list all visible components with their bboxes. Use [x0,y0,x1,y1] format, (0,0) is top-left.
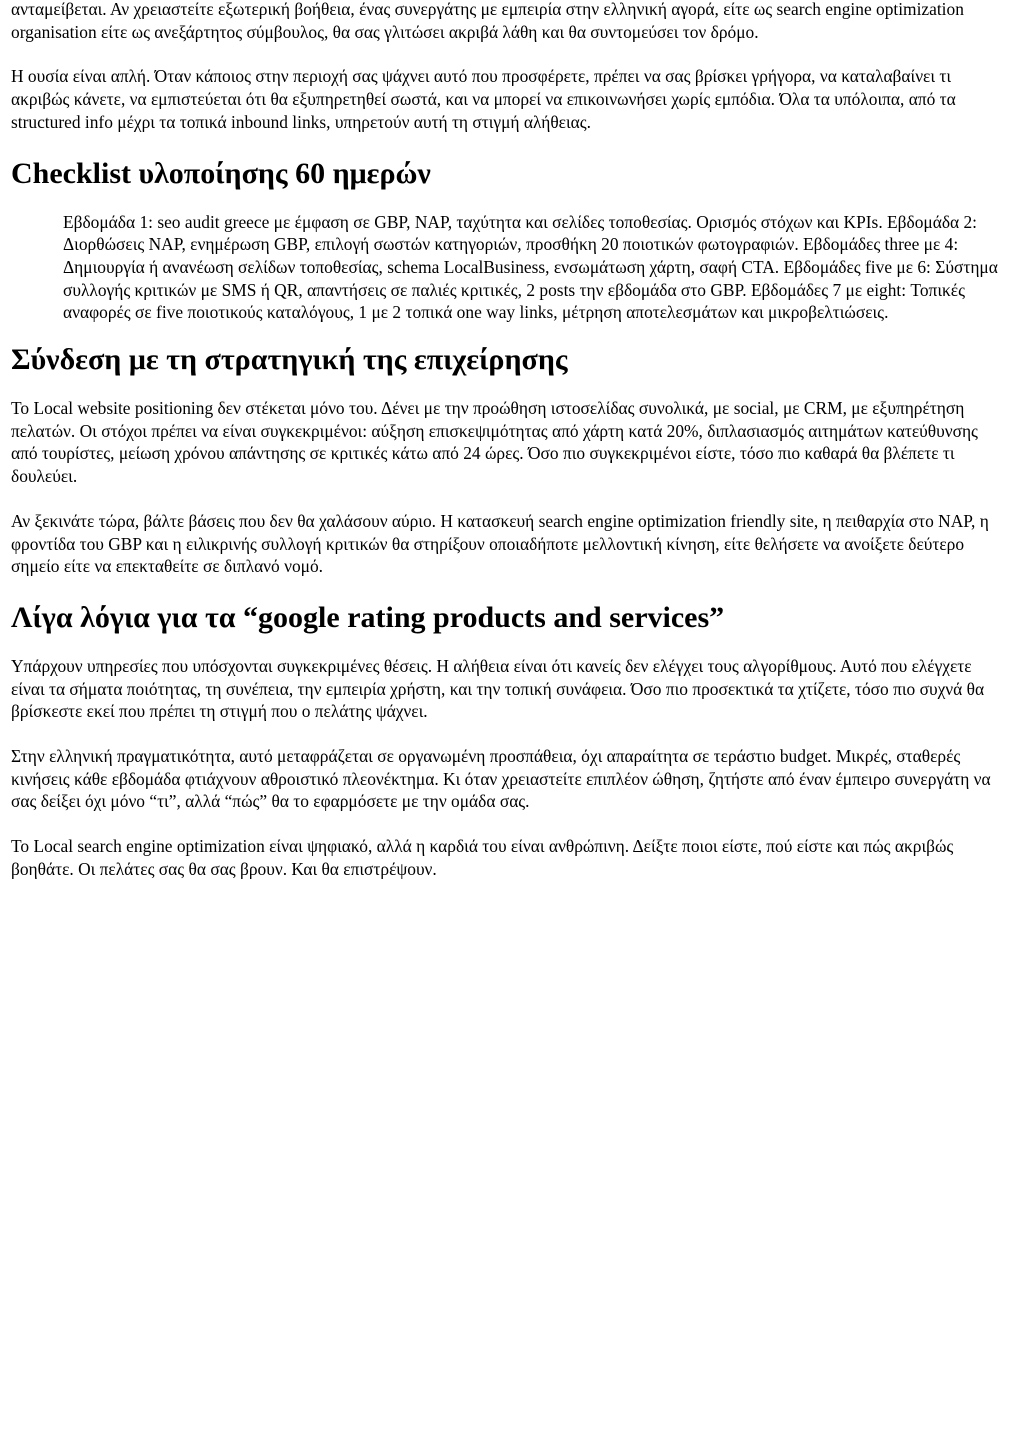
intro-tail-paragraph: ανταμείβεται. Αν χρειαστείτε εξωτερική βοήθεια, ένας συνεργάτης με εμπειρία στην ελληνική αγορά, είτε ως search engine optimization organisation είτε ως ανεξάρτητος σύμβουλος, θα σας γλιτώσει ακριβά λάθη και θα συντομεύσει τον δρόμο. [11,0,964,42]
strategy-paragraph-2: Αν ξεκινάτε τώρα, βάλτε βάσεις που δεν θα χαλάσουν αύριο. Η κατασκευή search engine optimization friendly site, η πειθαρχία στο NAP, η φροντίδα του GBP και η ειλικρινής συλλογή κριτικών θα στηρίξουν οποιαδήποτε μελλοντική κίνηση, είτε θελήσετε να ανοίξετε δεύτερο σημείο είτε να επεκταθείτε σε διπλανό νομό. [11,510,989,577]
checklist-blockquote [63,211,1006,325]
checklist-text: Εβδομάδα 1: seo audit greece με έμφαση σε GBP, NAP, ταχύτητα και σελίδες τοποθεσίας. Ορισμός στόχων και KPIs. Εβδομάδα 2: Διορθώσεις NAP, ενημέρωση GBP, επιλογή σωστών κατηγοριών, προσθήκη 20 ποιοτικών φωτογραφιών. Εβδομάδες three με 4: Δημιουργία ή ανανέωση σελίδων τοποθεσίας, schema LocalBusiness, ενσωμάτωση χάρτη, σαφή CTA. Εβδομάδες five με 6: Σύστημα συλλογής κριτικών με SMS ή QR, απαντήσεις σε παλιές κριτικές, 2 posts την εβδομάδα στο GBP. Εβδομάδες 7 με eight: Τοπικές αναφορές σε five ποιοτικούς καταλόγους, 1 με 2 τοπικά one way links, μέτρηση αποτελεσμάτων και μικροβελτιώσεις. [63,211,998,323]
rating-paragraph-1: Υπάρχουν υπηρεσίες που υπόσχονται συγκεκριμένες θέσεις. Η αλήθεια είναι ότι κανείς δεν ελέγχει τους αλγορίθμους. Αυτό που ελέγχετε είναι τα σήματα ποιότητας, τη συνέπεια, την εμπειρία χρήστη, και την τοπική συνάφεια. Όσο πιο προσεκτικά τα χτίζετε, τόσο πιο συχνά θα βρίσκεστε εκεί που πρέπει τη στιγμή που ο πελάτης ψάχνει. [11,655,985,722]
strategy-heading: Σύνδεση με τη στρατηγική της επιχείρησης [11,343,568,377]
closing-paragraph: Το Local search engine optimization είναι ψηφιακό, αλλά η καρδιά του είναι ανθρώπινη. Δείξτε ποιοι είστε, πού είστε και πώς ακριβώς βοηθάτε. Οι πελάτες σας θα σας βρουν. Και θα επιστρέψουν. [11,836,954,879]
rating-heading: Λίγα λόγια για τα “google rating products and services” [11,600,725,634]
rating-paragraph-2: Στην ελληνική πραγματικότητα, αυτό μεταφράζεται σε οργανωμένη προσπάθεια, όχι απαραίτητα σε τεράστιο budget. Μικρές, σταθερές κινήσεις κάθε εβδομάδα φτιάχνουν αθροιστικό πλεονέκτημα. Κι όταν χρειαστείτε επιπλέον ώθηση, ζητήστε από έναν έμπειρο συνεργάτη να σας δείξει όχι μόνο “τι”, αλλά “πώς” θα το εφαρμόσετε με την ομάδα σας. [11,746,991,812]
essence-paragraph: Η ουσία είναι απλή. Όταν κάποιος στην περιοχή σας ψάχνει αυτό που προσφέρετε, πρέπει να σας βρίσκει γρήγορα, να καταλαβαίνει τι ακριβώς κάνετε, να εμπιστεύεται ότι θα εξυπηρετηθεί σωστά, και να μπορεί να επικοινωνήσει χωρίς εμπόδια. Όλα τα υπόλοιπα, από τα structured info μέχρι τα τοπικά inbound links, υπηρετούν αυτή τη στιγμή αλήθειας. [11,66,956,132]
checklist-heading: Checklist υλοποίησης 60 ημερών [11,156,431,190]
strategy-paragraph-1: Το Local website positioning δεν στέκεται μόνο του. Δένει με την προώθηση ιστοσελίδας συνολικά, με social, με CRM, με εξυπηρέτηση πελατών. Οι στόχοι πρέπει να είναι συγκεκριμένοι: αύξηση επισκεψιμότητας από χάρτη κατά 20%, διπλασιασμός αιτημάτων κατεύθυνσης από τουρίστες, μείωση χρόνου απάντησης σε κριτικές κάτω από 24 ώρες. Όσο πιο συγκεκριμένοι είστε, τόσο πιο καθαρά θα βλέπετε τι δουλεύει. [11,398,978,487]
